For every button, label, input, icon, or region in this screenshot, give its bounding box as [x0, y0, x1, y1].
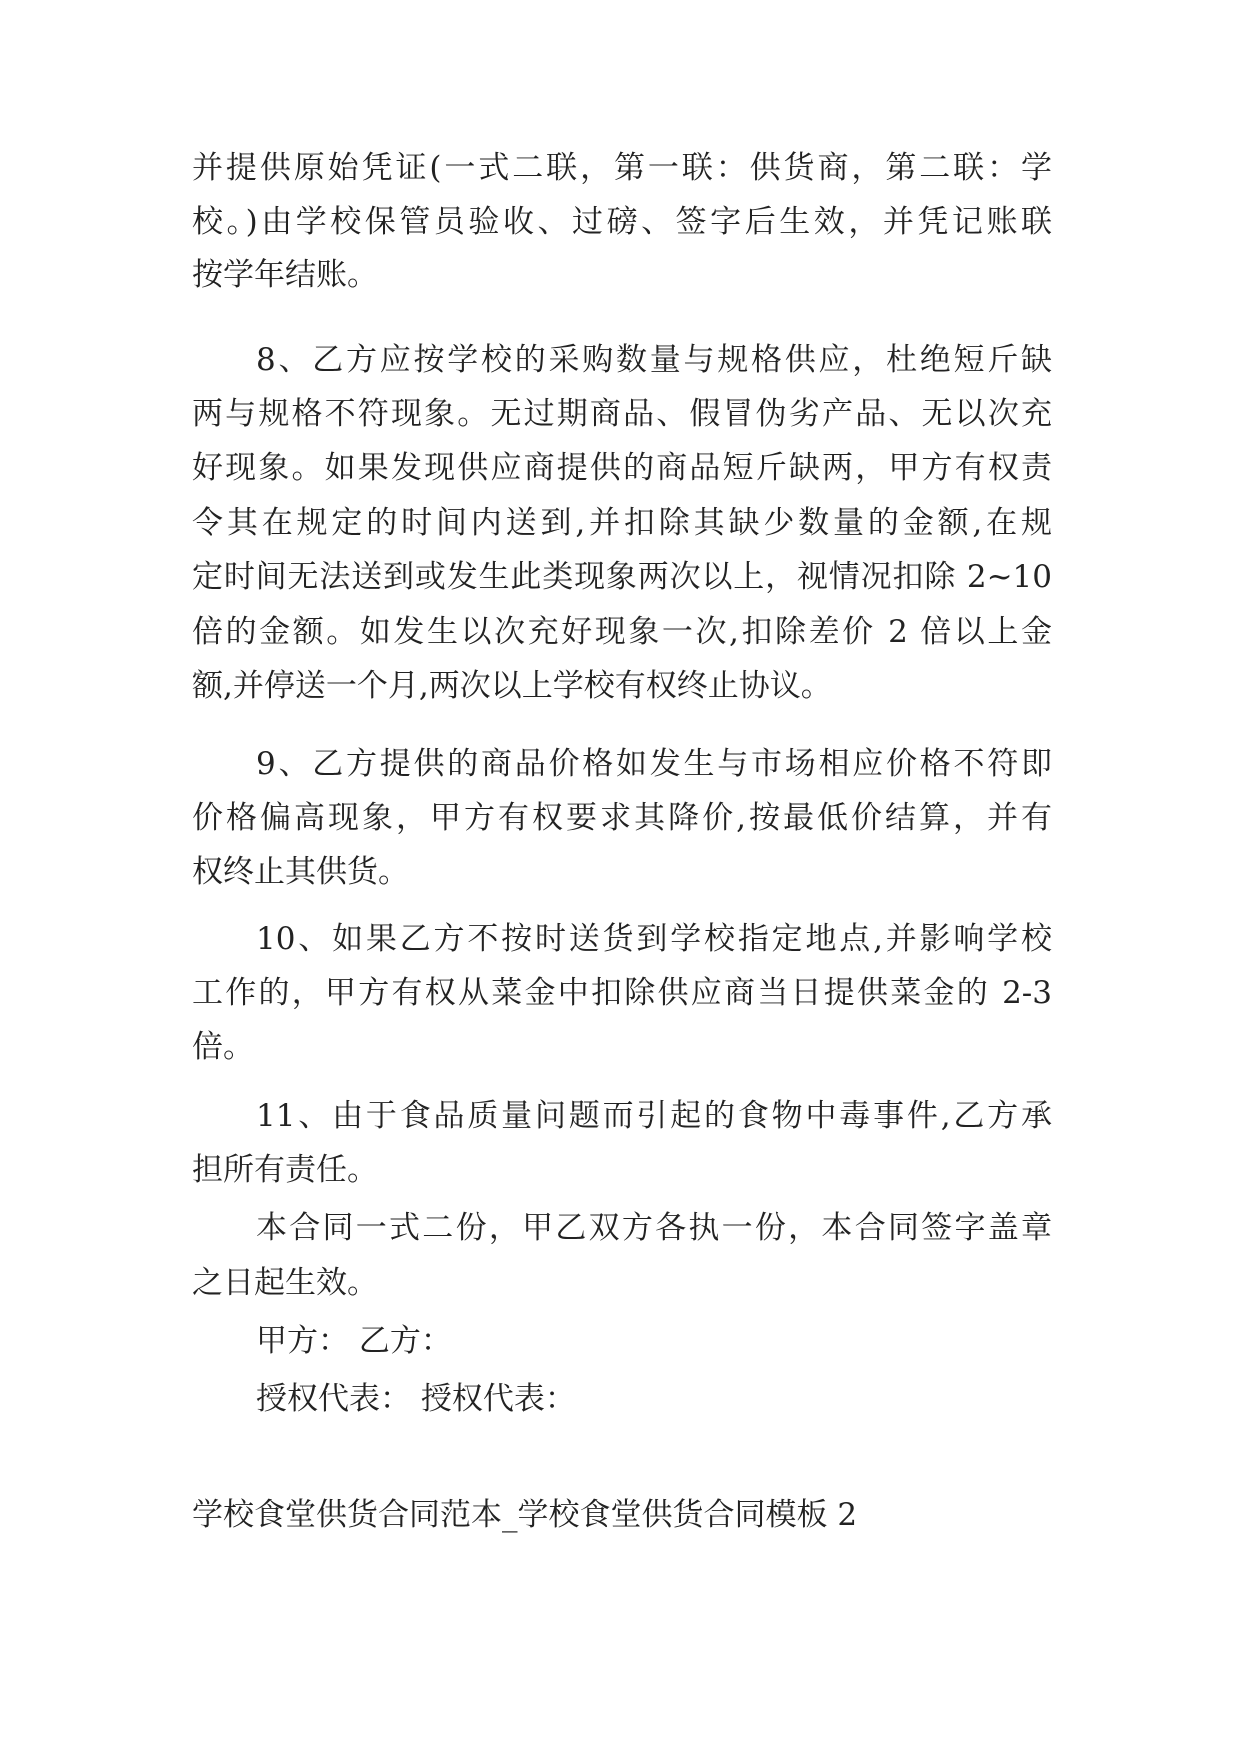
- text-line: 按学年结账。: [192, 257, 378, 293]
- text-line: 令其在规定的时间内送到,并扣除其缺少数量的金额,在规: [192, 505, 1052, 541]
- text-line: 好现象。如果发现供应商提供的商品短斤缺两，甲方有权责: [192, 450, 1052, 486]
- text-line: 价格偏高现象，甲方有权要求其降价,按最低价结算，并有: [192, 800, 1052, 836]
- text-line: 定时间无法送到或发生此类现象两次以上，视情况扣除 2~10: [192, 559, 1052, 595]
- signature-line-representative: 授权代表： 授权代表：: [256, 1381, 576, 1417]
- text-line: 9、乙方提供的商品价格如发生与市场相应价格不符即: [256, 746, 1052, 782]
- text-line: 11、由于食品质量问题而引起的食物中毒事件,乙方承: [256, 1098, 1052, 1134]
- text-line: 之日起生效。: [192, 1265, 378, 1301]
- text-line: 并提供原始凭证(一式二联，第一联：供货商，第二联：学: [192, 150, 1052, 186]
- text-line: 本合同一式二份，甲乙双方各执一份，本合同签字盖章: [256, 1210, 1052, 1246]
- text-line: 两与规格不符现象。无过期商品、假冒伪劣产品、无以次充: [192, 396, 1052, 432]
- text-line: 倍的金额。如发生以次充好现象一次,扣除差价 2 倍以上金: [192, 614, 1052, 650]
- text-line: 校。)由学校保管员验收、过磅、签字后生效，并凭记账联: [192, 204, 1052, 240]
- text-line: 权终止其供货。: [192, 854, 409, 890]
- section-heading: 学校食堂供货合同范本_学校食堂供货合同模板 2: [192, 1497, 858, 1533]
- text-line: 工作的，甲方有权从菜金中扣除供应商当日提供菜金的 2-3: [192, 975, 1052, 1011]
- text-line: 8、乙方应按学校的采购数量与规格供应，杜绝短斤缺: [256, 342, 1052, 378]
- text-line: 担所有责任。: [192, 1152, 378, 1188]
- text-line: 10、如果乙方不按时送货到学校指定地点,并影响学校: [256, 921, 1052, 957]
- text-line: 额,并停送一个月,两次以上学校有权终止协议。: [192, 668, 832, 704]
- signature-line-party: 甲方： 乙方：: [256, 1323, 452, 1359]
- text-line: 倍。: [192, 1029, 254, 1065]
